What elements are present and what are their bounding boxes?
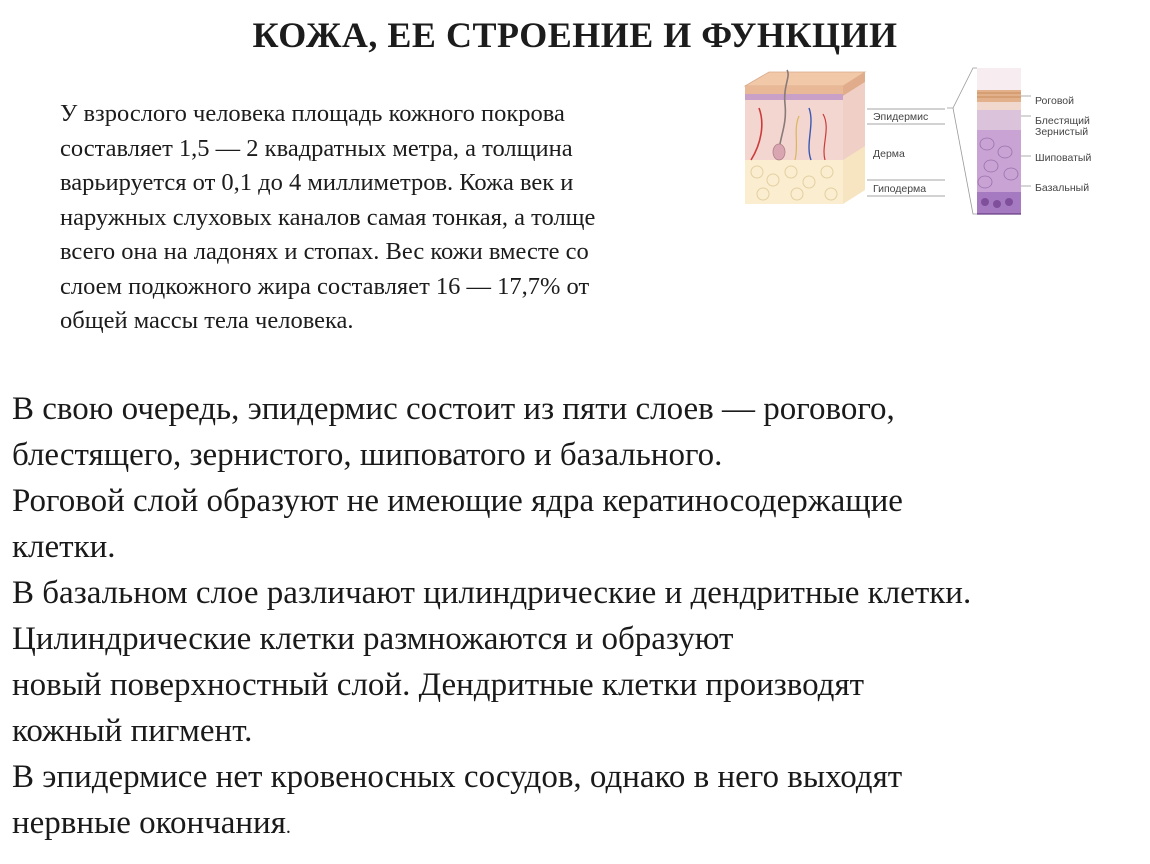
intro-line: У взрослого человека площадь кожного покрова: [60, 100, 565, 127]
body-line: новый поверхностный слой. Дендритные клетки производят: [12, 667, 865, 703]
skin-block-illustration: [745, 70, 865, 204]
intro-line: варьируется от 0,1 до 4 миллиметров. Кожа век и: [60, 169, 574, 196]
skin-structure-figure: [735, 64, 1135, 224]
body-line: Цилиндрические клетки размножаются и образуют: [12, 621, 734, 657]
layer-label-epidermis: Эпидермис: [873, 111, 929, 123]
epidermis-label-lucidum: Блестящий: [1035, 115, 1090, 127]
epidermis-label-basale: Базальный: [1035, 182, 1090, 194]
intro-line: общей массы тела человека.: [60, 307, 354, 334]
body-line: блестящего, зернистого, шиповатого и базального.: [12, 437, 723, 473]
epidermis-detail-illustration: [977, 68, 1021, 214]
body-line-last-text: нервные окончания: [12, 805, 286, 841]
intro-line: всего она на ладонях и стопах. Вес кожи вместе со: [60, 238, 589, 265]
body-line-last: [12, 800, 1142, 850]
epidermis-label-spinosum: Шиповатый: [1035, 152, 1092, 164]
body-line: Роговой слой образуют не имеющие ядра кератиносодержащие: [12, 483, 903, 519]
intro-line: наружных слуховых каналов самая тонкая, а толще: [60, 203, 596, 231]
layer-label-hypodermis: Гиподерма: [873, 183, 927, 195]
epidermis-label-corneum: Роговой: [1035, 95, 1074, 107]
body-final-period: .: [285, 816, 291, 838]
intro-paragraph: [60, 97, 700, 339]
epidermis-label-granulosum: Зернистый: [1035, 126, 1089, 138]
body-paragraph: [12, 386, 1142, 850]
page-title: КОЖА, ЕЕ СТРОЕНИЕ И ФУНКЦИИ: [252, 15, 898, 55]
body-line: В базальном слое различают цилиндрические и дендритные клетки.: [12, 575, 972, 611]
layer-labels: [867, 109, 945, 196]
body-line: кожный пигмент.: [12, 713, 253, 749]
epidermis-layer-labels: [1021, 95, 1091, 194]
body-line: В свою очередь, эпидермис состоит из пяти слоев — рогового,: [12, 391, 895, 427]
body-line: В эпидермисе нет кровеносных сосудов, однако в него выходят: [12, 759, 903, 795]
intro-line: составляет 1,5 — 2 квадратных метра, а толщина: [60, 134, 573, 162]
body-line: клетки.: [12, 529, 116, 565]
layer-label-dermis: Дерма: [873, 148, 905, 160]
intro-line: слоем подкожного жира составляет 16 — 17,7% от: [60, 272, 590, 300]
zoom-bracket: [947, 68, 977, 214]
